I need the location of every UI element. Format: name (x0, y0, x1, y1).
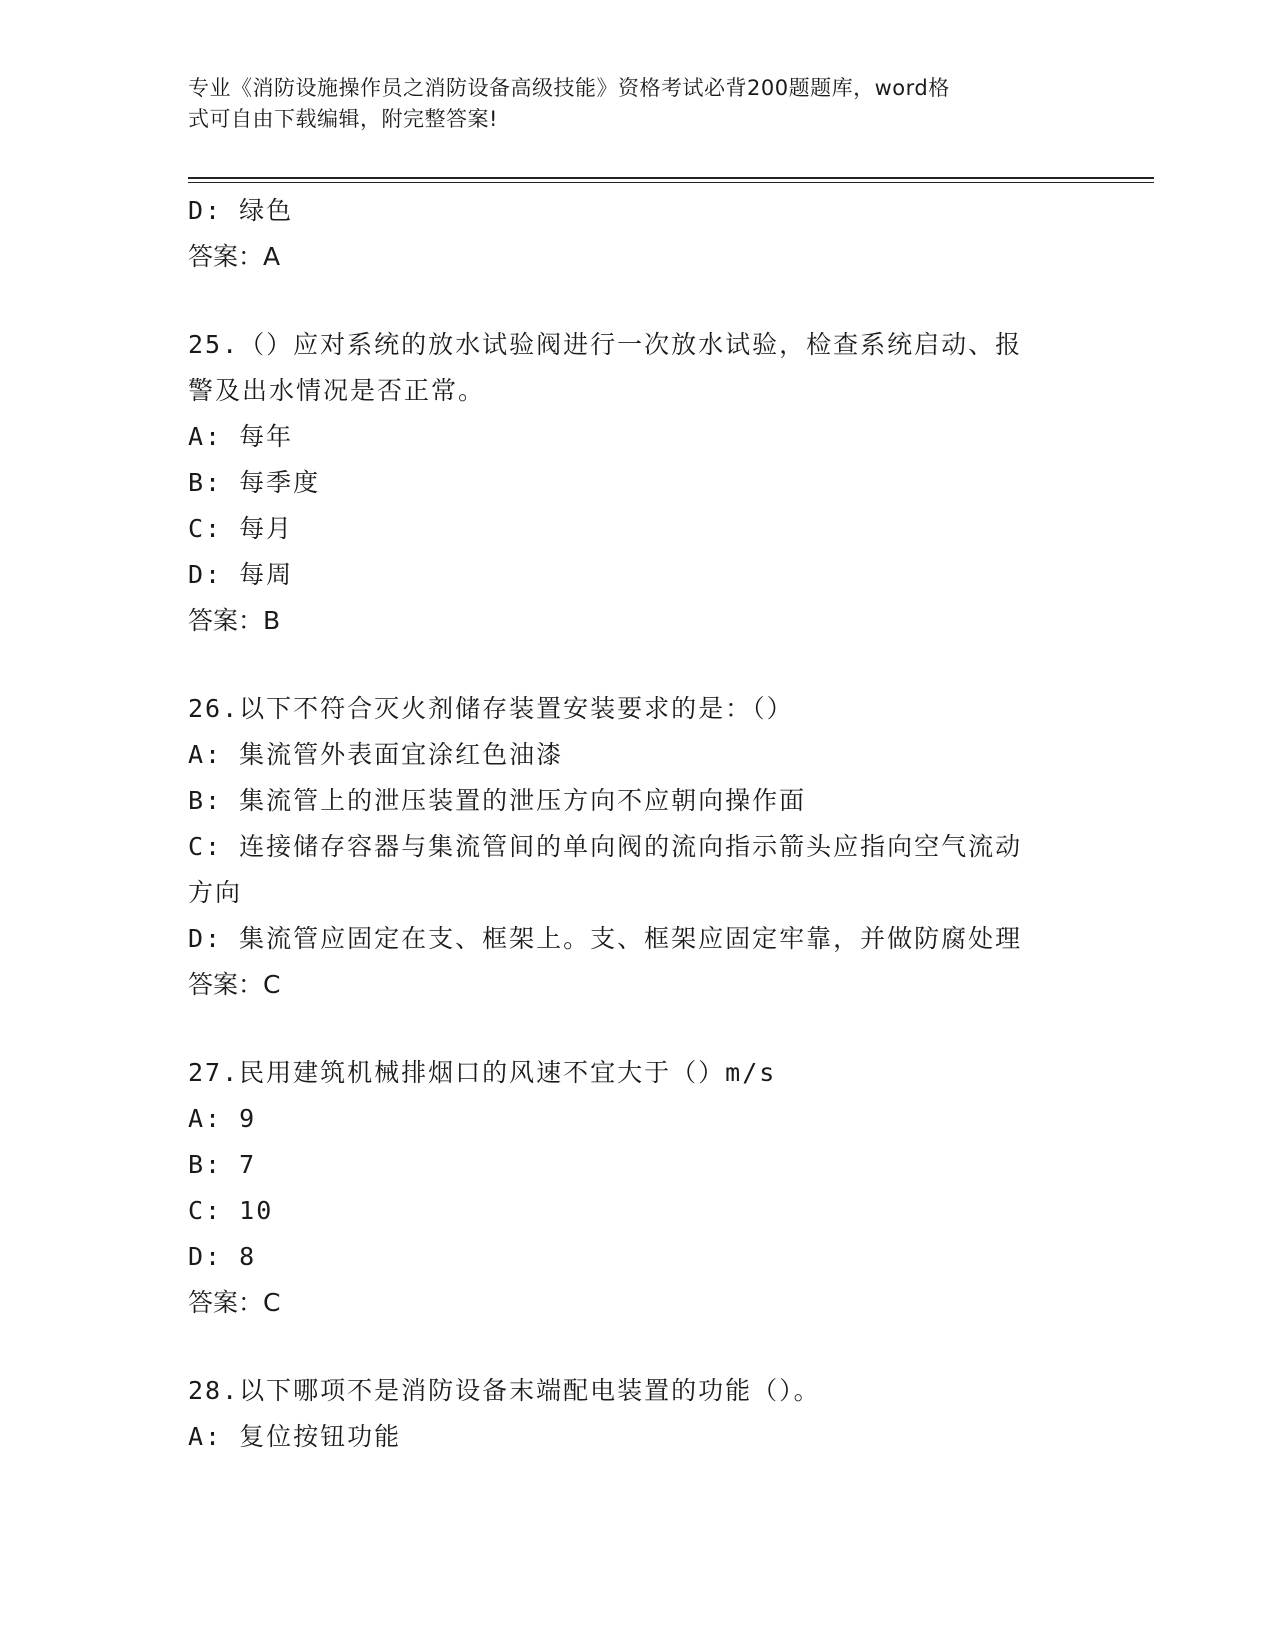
header-line-2: 式可自由下载编辑，附完整答案! (188, 107, 498, 131)
option-a: A: 集流管外表面宜涂红色油漆 (188, 740, 564, 769)
option-d: D: 集流管应固定在支、框架上。支、框架应固定牢靠，并做防腐处理 (188, 924, 1023, 953)
option-c: C: 10 (188, 1196, 274, 1225)
option-c-cont: 方向 (188, 878, 243, 907)
option-d: D: 8 (188, 1242, 257, 1271)
question-stem: 28.以下哪项不是消防设备末端配电装置的功能（）。 (188, 1376, 821, 1405)
question-list (188, 188, 1088, 1460)
header-divider-thick (188, 177, 1154, 179)
header-line-1: 专业《消防设施操作员之消防设备高级技能》资格考试必背200题题库，word格 (188, 76, 950, 100)
question-stem-cont: 警及出水情况是否正常。 (188, 376, 486, 405)
answer-line: 答案：B (188, 606, 281, 635)
question-block-prev (188, 188, 1088, 280)
answer-line: 答案：C (188, 970, 281, 999)
question-stem: 26.以下不符合灭火剂储存装置安装要求的是：（） (188, 694, 794, 723)
option-c: C: 每月 (188, 514, 294, 543)
option-a: A: 9 (188, 1104, 257, 1133)
question-stem: 27.民用建筑机械排烟口的风速不宜大于（）m/s (188, 1058, 777, 1087)
option-c: C: 连接储存容器与集流管间的单向阀的流向指示箭头应指向空气流动 (188, 832, 1023, 861)
header-divider-thin (188, 182, 1154, 183)
question-block-28 (188, 1368, 1088, 1460)
question-block-25 (188, 322, 1088, 644)
answer-line: 答案：A (188, 242, 281, 271)
question-block-26 (188, 686, 1088, 1008)
option-d: D: 每周 (188, 560, 294, 589)
option-b: B: 集流管上的泄压装置的泄压方向不应朝向操作面 (188, 786, 807, 815)
option-a: A: 复位按钮功能 (188, 1422, 402, 1451)
option-d: D: 绿色 (188, 196, 294, 225)
document-header (188, 73, 1068, 135)
option-b: B: 每季度 (188, 468, 321, 497)
option-a: A: 每年 (188, 422, 294, 451)
question-stem: 25.（）应对系统的放水试验阀进行一次放水试验，检查系统启动、报 (188, 330, 1023, 359)
answer-line: 答案：C (188, 1288, 281, 1317)
question-block-27 (188, 1050, 1088, 1326)
option-b: B: 7 (188, 1150, 257, 1179)
